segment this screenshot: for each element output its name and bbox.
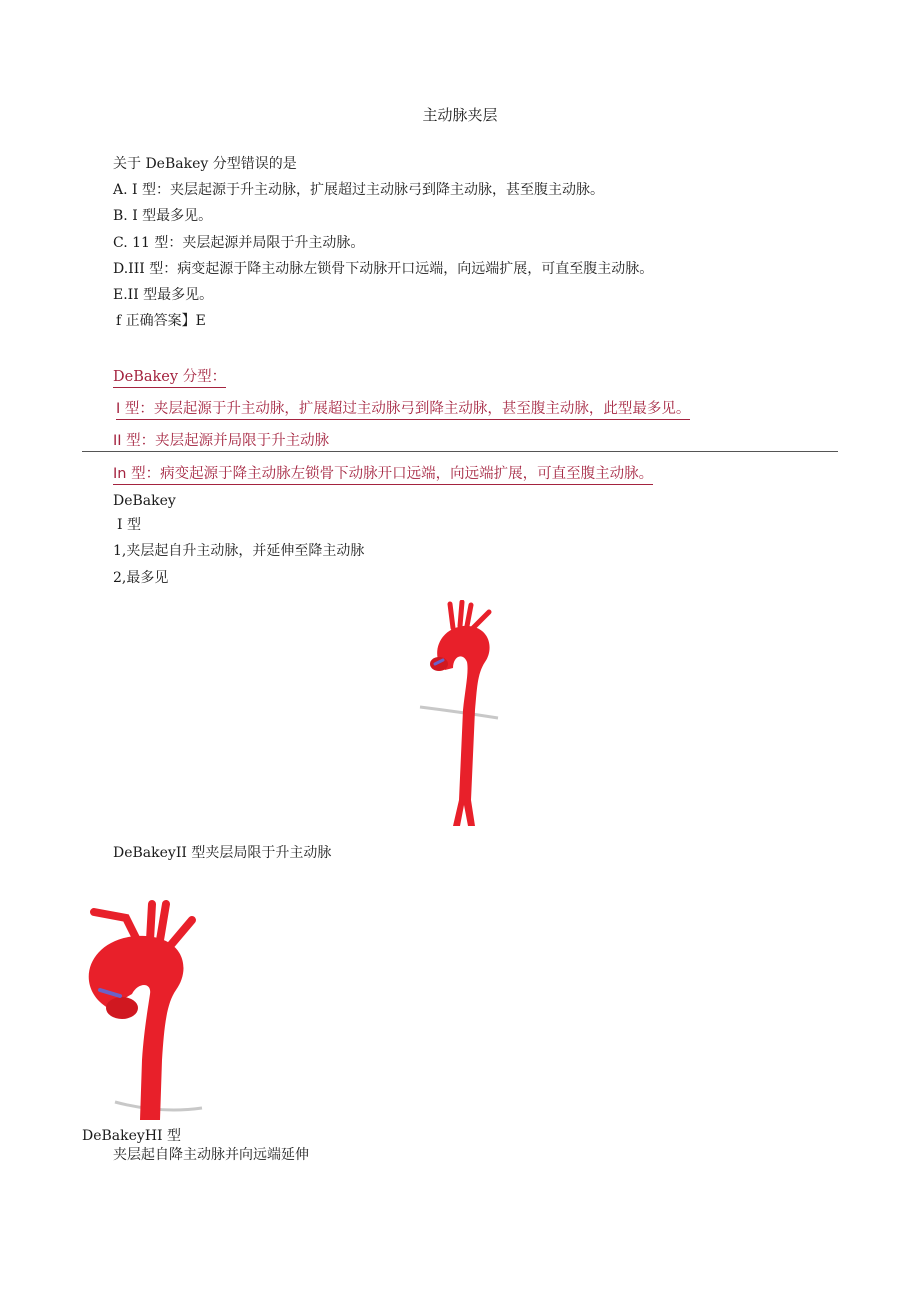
page-title: 主动脉夹层	[422, 106, 498, 124]
option-b: B. I 型最多见。	[113, 208, 213, 224]
question-stem: 关于 DeBakey 分型错误的是	[113, 156, 297, 172]
classification-type3: In 型：病变起源于降主动脉左锁骨下动脉开口远端，向远端扩展，可直至腹主动脉。	[113, 462, 653, 485]
caption-type3-desc: 夹层起自降主动脉并向远端延伸	[113, 1147, 309, 1163]
note-debakey: DeBakey	[113, 493, 176, 509]
caption-type3: DeBakeyHI 型	[82, 1128, 182, 1144]
option-a: A. I 型：夹层起源于升主动脉，扩展超过主动脉弓到降主动脉，甚至腹主动脉。	[113, 182, 604, 198]
note-line2: 2,最多见	[113, 570, 169, 586]
aorta-type1-image	[415, 600, 507, 832]
aorta-type3-image	[80, 890, 210, 1122]
caption-type2: DeBakeyII 型夹层局限于升主动脉	[113, 845, 332, 861]
answer-line: f 正确答案】E	[116, 313, 206, 329]
note-line1: 1,夹层起自升主动脉，并延伸至降主动脉	[113, 543, 365, 559]
option-e: E.II 型最多见。	[113, 287, 214, 303]
divider-line	[82, 451, 838, 452]
option-d: D.III 型：病变起源于降主动脉左锁骨下动脉开口远端，向远端扩展，可直至腹主动脉。	[113, 261, 654, 277]
classification-heading: DeBakey 分型：	[113, 365, 226, 388]
classification-type1: I 型：夹层起源于升主动脉，扩展超过主动脉弓到降主动脉，甚至腹主动脉，此型最多见。	[116, 397, 690, 420]
note-type1: I 型	[117, 517, 141, 533]
classification-type2: II 型：夹层起源并局限于升主动脉	[113, 429, 329, 452]
option-c: C. 11 型：夹层起源并局限于升主动脉。	[113, 235, 365, 251]
